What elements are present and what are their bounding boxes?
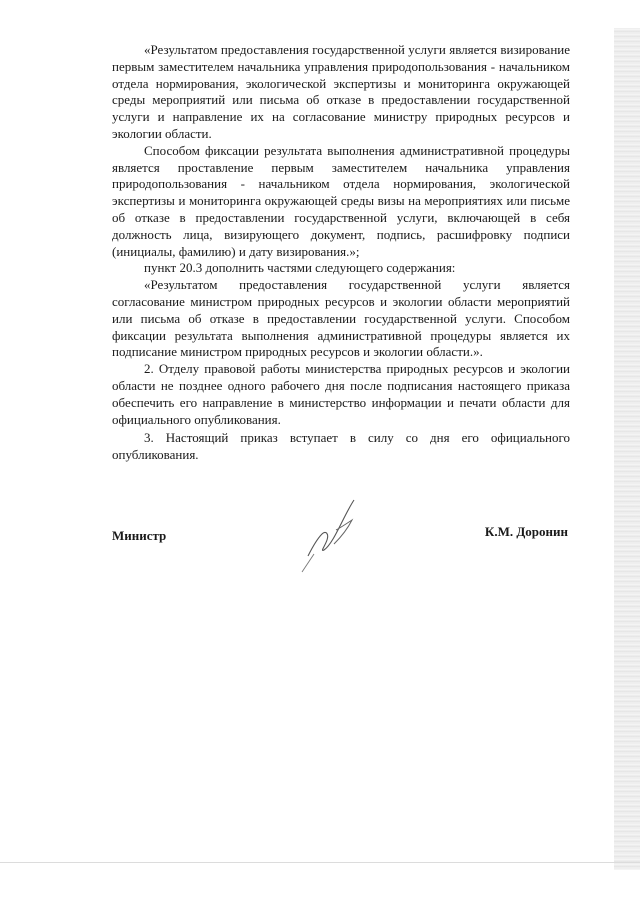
paragraph-result-approval: «Результатом предоставления государственной услуги является согласование министром природных ресурсов и экологии области мероприятий или письма об отказе в предоставлении государственной услуги. Способом фиксации результата выполнения административной процедуры является их подписание министром природных ресурсов и экологии области.». [112, 277, 570, 360]
signatory-title: Министр [112, 528, 167, 543]
paragraph-clause-20-3: пункт 20.3 дополнить частями следующего содержания: [144, 260, 456, 276]
paragraph-fixation-visa: Способом фиксации результата выполнения административной процедуры является проставление первым заместителем начальника управления природопользования - начальником отдела нормирования, экологической экспертизы и мониторинга окружающей среды визы на мероприятиях или письме об отказе в предоставлении государственной услуги, включающей в себя должность лица, визирующего документ, подпись, расшифровку подписи (инициалы, фамилию) и дату визирования.»; [112, 142, 570, 259]
document-body [112, 42, 570, 464]
handwritten-signature [296, 494, 366, 574]
paragraph-legal-department: 2. Отделу правовой работы министерства природных ресурсов и экологии области не позднее одного рабочего дня после подписания настоящего приказа обеспечить его направление в министерство информации и печати области для официального опубликования. [112, 361, 570, 427]
scan-edge-strip [614, 28, 640, 870]
scan-edge-line [0, 862, 640, 863]
paragraph-result-visa: «Результатом предоставления государственной услуги является визирование первым заместителем начальника управления природопользования - начальником отдела нормирования, экологической экспертизы и мониторинга окружающей среды мероприятий или письма об отказе в предоставлении государственной услуги и направление их на согласование министру природных ресурсов и экологии области. [112, 42, 570, 141]
signatory-name: К.М. Доронин [484, 524, 568, 539]
paragraph-entry-into-force: 3. Настоящий приказ вступает в силу со дня его официального опубликования. [112, 430, 570, 463]
